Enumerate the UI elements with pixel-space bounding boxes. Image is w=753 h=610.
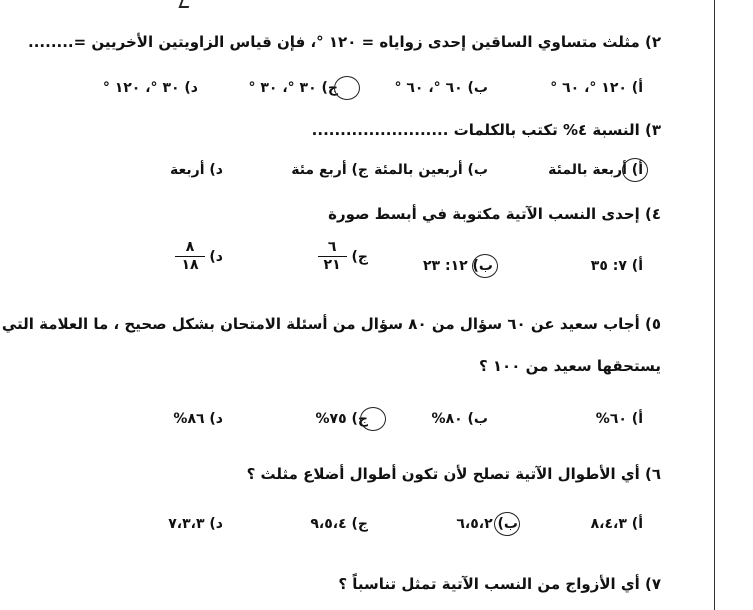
q4-option-c-label: ج) <box>351 248 368 265</box>
q6-answer-circle <box>494 512 520 536</box>
q5-answer-circle <box>360 407 386 431</box>
q2-option-b[interactable]: ب) ٦٠ °، ٦٠ ° <box>394 80 488 96</box>
q3-option-d[interactable]: د) أربعة <box>170 162 223 178</box>
question-4-text: ٤) إحدى النسب الآتية مكتوبة في أبسط صورة <box>328 205 661 223</box>
q2-option-c[interactable]: ج) ٣٠ °، ٣٠ ° <box>248 80 338 96</box>
question-5-text-line2: يستحقها سعيد من ١٠٠ ؟ <box>478 357 661 375</box>
q4-option-c[interactable] <box>314 240 368 274</box>
q3-answer-circle <box>622 158 648 182</box>
q4-option-b[interactable]: ب) ١٢: ٢٣ <box>422 258 493 274</box>
q5-option-b[interactable]: ب) ٨٠% <box>431 411 488 427</box>
question-6-text: ٦) أي الأطوال الآتية تصلح لأن تكون أطوال أضلاع مثلث ؟ <box>246 465 661 483</box>
question-2-text: ٢) مثلث متساوي الساقين إحدى زواياه = ١٢٠ °، فإن قياس الزاويتين الأخريين =........ <box>28 33 661 51</box>
question-5-text-line1: ٥) أجاب سعيد عن ٦٠ سؤال من ٨٠ سؤال من أسئلة الامتحان بشكل صحيح ، ما العلامة التي <box>1 315 661 333</box>
q6-option-c[interactable]: ج) ٩،٥،٤ <box>310 516 368 532</box>
top-mark <box>179 0 192 8</box>
question-3-text: ٣) النسبة ٤% تكتب بالكلمات ........................ <box>311 121 661 139</box>
q6-option-d[interactable]: د) ٧،٣،٣ <box>168 516 223 532</box>
q4-answer-circle <box>472 254 498 278</box>
q5-option-c[interactable]: ج) ٧٥% <box>315 411 368 427</box>
q6-option-b[interactable]: ب) ٦،٥،٢ <box>456 516 518 532</box>
question-7-text: ٧) أي الأزواج من النسب الآتية تمثل تناسباً ؟ <box>338 575 661 593</box>
q4-c-denominator: ٢١ <box>318 256 347 273</box>
q5-option-a[interactable]: أ) ٦٠% <box>595 411 643 427</box>
q4-option-d-label: د) <box>209 248 223 265</box>
q4-option-d-fraction <box>175 240 204 274</box>
q3-option-a[interactable]: أ) أربعة بالمئة <box>548 162 643 178</box>
q4-c-numerator: ٦ <box>327 239 337 255</box>
q3-option-c[interactable]: ج) أربع مئة <box>291 162 368 178</box>
page-border-line <box>714 0 715 610</box>
q2-option-d[interactable]: د) ٣٠ °، ١٢٠ ° <box>102 80 198 96</box>
q2-answer-circle <box>334 76 360 100</box>
q4-d-denominator: ١٨ <box>175 256 204 273</box>
q2-option-a[interactable]: أ) ١٢٠ °، ٦٠ ° <box>550 80 643 96</box>
q6-option-a[interactable]: أ) ٨،٤،٣ <box>590 516 643 532</box>
q3-option-b[interactable]: ب) أربعين بالمئة <box>374 162 488 178</box>
q4-d-numerator: ٨ <box>185 239 195 255</box>
q4-option-d[interactable] <box>171 240 223 274</box>
q5-option-d[interactable]: د) ٨٦% <box>173 411 223 427</box>
q4-option-a[interactable]: أ) ٧: ٣٥ <box>590 258 643 274</box>
q4-option-c-fraction <box>318 240 347 274</box>
